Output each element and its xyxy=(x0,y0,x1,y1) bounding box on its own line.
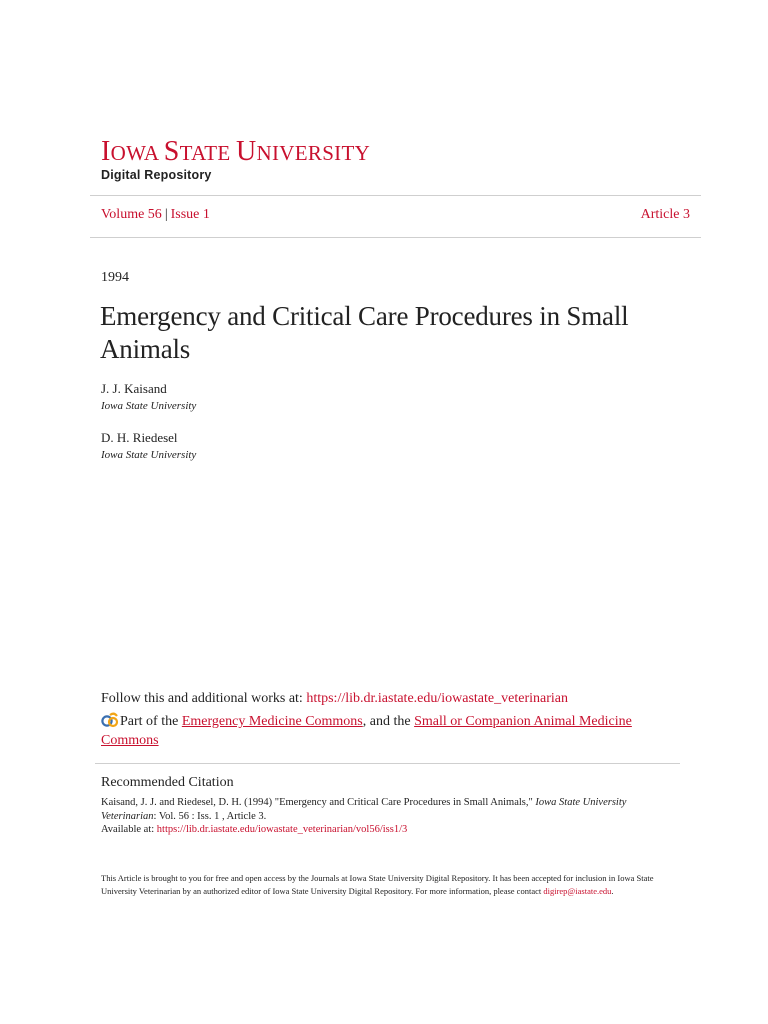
author-name: D. H. Riedesel xyxy=(101,430,178,445)
bottom-divider xyxy=(90,237,701,238)
article-link[interactable]: Article 3 xyxy=(640,207,690,222)
university-name: IOWA STATE UNIVERSITY xyxy=(101,136,371,167)
issue-separator: | xyxy=(164,207,168,222)
author-affiliation: Iowa State University xyxy=(101,449,197,461)
author-name: J. J. Kaisand xyxy=(101,381,167,396)
citation-divider xyxy=(95,763,680,764)
top-divider xyxy=(90,195,701,196)
author-affiliation: Iowa State University xyxy=(101,400,197,412)
issue-link[interactable]: Issue 1 xyxy=(170,207,210,222)
citation-text: Kaisand, J. J. and Riedesel, D. H. (1994) "Emergency and Critical Care Procedures in Small Animals," Iowa State University Veterinarian: Vol. 56 : Iss. 1 , Article 3. Available at: https://lib.dr.iastate.edu/iowastate_veterinarian/vol56/iss1/3 xyxy=(101,797,627,835)
citation-heading: Recommended Citation xyxy=(101,775,234,790)
issue-bar xyxy=(101,207,690,223)
small-animal-medicine-commons-link[interactable]: Small or Companion Animal Medicine Commons xyxy=(101,714,632,748)
journal-name: Iowa State University Veterinarian xyxy=(101,797,627,822)
volume-issue xyxy=(101,207,210,223)
follow-line: Follow this and additional works at: https://lib.dr.iastate.edu/iowastate_veterinarian xyxy=(101,691,568,706)
article-title: Emergency and Critical Care Procedures in Small Animals xyxy=(100,301,629,364)
citation-url-link[interactable]: https://lib.dr.iastate.edu/iowastate_veterinarian/vol56/iss1/3 xyxy=(156,824,408,835)
access-notice: This Article is brought to you for free and open access by the Journals at Iowa State University Digital Repository. It has been accepted for inclusion in Iowa State University Veterinarian by an authorized editor of Iowa State University Digital Repository. For more information, please contact digirep@iastate.edu. xyxy=(101,873,654,896)
volume-link[interactable]: Volume 56 xyxy=(101,207,162,222)
emergency-medicine-commons-link[interactable]: Emergency Medicine Commons xyxy=(181,714,363,729)
contact-email-link[interactable]: digirep@iastate.edu xyxy=(543,885,612,896)
repository-subtitle: Digital Repository xyxy=(101,168,212,182)
follow-url-link[interactable]: https://lib.dr.iastate.edu/iowastate_veterinarian xyxy=(306,691,568,706)
repository-logo xyxy=(101,136,370,182)
part-of-line: Part of the Emergency Medicine Commons, and the Small or Companion Animal Medicine Commons xyxy=(101,714,632,748)
publication-year: 1994 xyxy=(101,270,129,285)
open-access-icon xyxy=(101,712,119,728)
